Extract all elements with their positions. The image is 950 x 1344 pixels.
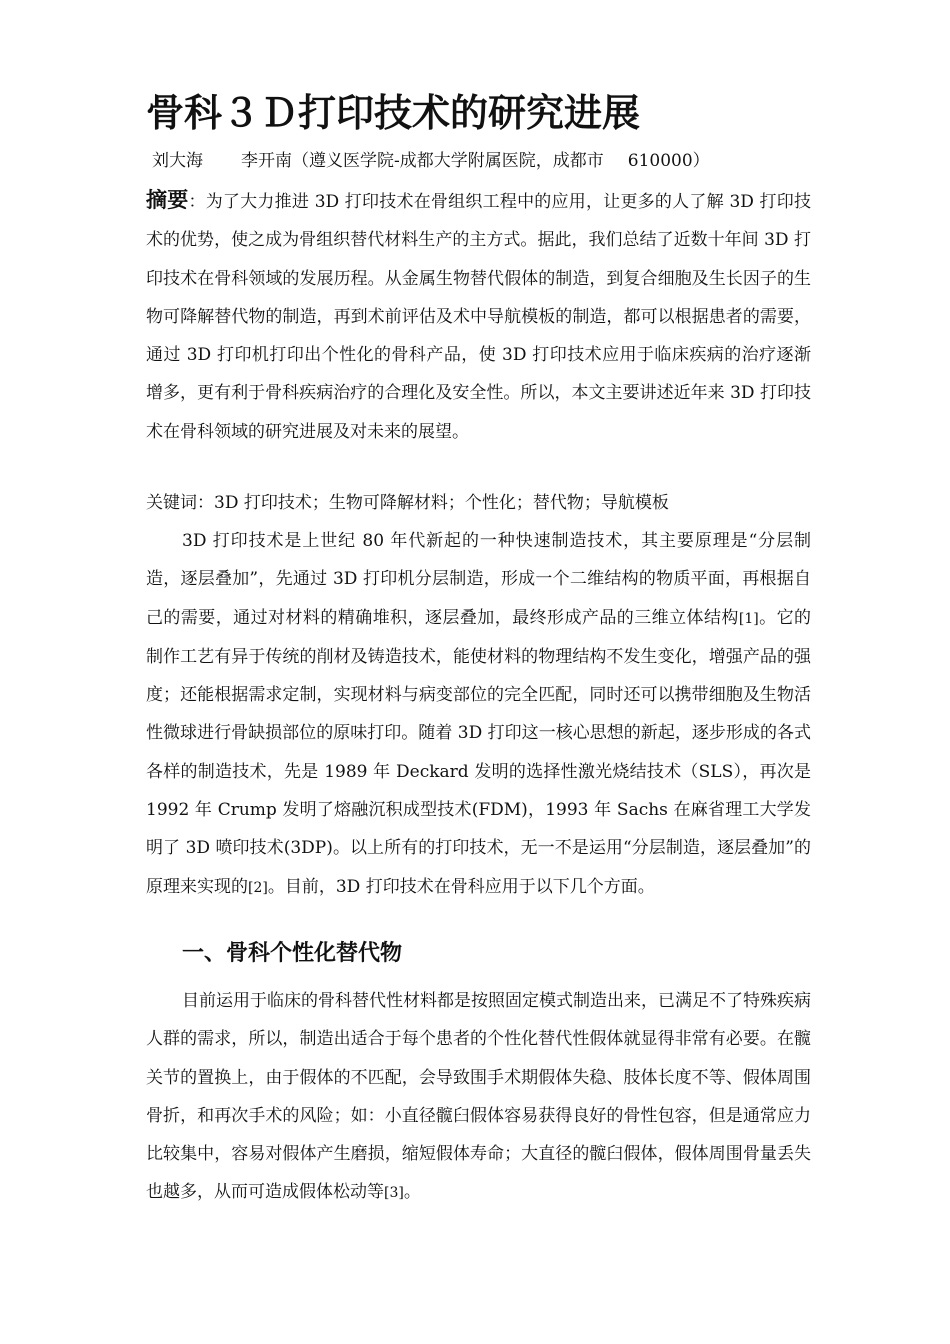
abstract-text: ：为了大力推进 3D 打印技术在骨组织工程中的应用，让更多的人了解 3D 打印技术的优势，使之成为骨组织替代材料生产的主方式。据此，我们总结了近数十年间 3D 打印技术在骨科领域的发展历程。从金属生物替代假体的制造，到复合细胞及生长因子的生物可降解替代物的制造，再到术前评估及术中导航模板的制造，都可以根据患者的需要，通过 3D 打印机打印出个性化的骨科产品，使 3D 打印技术应用于临床疾病的治疗逐渐增多，更有利于骨科疾病治疗的合理化及安全性。所以，本文主要讲述近年来 3D 打印技术在骨科领域的研究进展及对未来的展望。 (146, 192, 811, 442)
paragraph-text: 。 (403, 1182, 421, 1203)
section-paragraph (146, 982, 811, 1213)
abstract-label: 摘要 (146, 187, 189, 212)
citation: [2] (248, 879, 268, 896)
citation: [3] (384, 1185, 404, 1202)
paragraph-text: 。它的制作工艺有异于传统的削材及铸造技术，能使材料的物理结构不发生变化，增强产品的强度；还能根据需求定制，实现材料与病变部位的完全匹配，同时还可以携带细胞及生物活性微球进行骨缺损部位的原味打印。随着 3D 打印这一核心思想的新起，逐步形成的各式各样的制造技术，先是 1989 年 Deckard 发明的选择性激光烧结技术（SLS），再次是 1992 年 Crump 发明了熔融沉积成型技术(FDM)，1993 年 Sachs 在麻省理工大学发明了 3D 喷印技术(3DP)。以上所有的打印技术，无一不是运用“分层制造，逐层叠加”的原理来实现的 (146, 607, 812, 897)
author-line (152, 146, 710, 171)
citation: [1] (738, 610, 759, 627)
paragraph-text: 3D 打印技术是上世纪 80 年代新起的一种快速制造技术，其主要原理是“分层制造，逐层叠加”，先通过 3D 打印机分层制造，形成一个二维结构的物质平面，再根据自己的需要，通过对材料的精确堆积，逐层叠加，最终形成产品的三维立体结构 (146, 531, 811, 628)
paper-title: 骨科３Ｄ打印技术的研究进展 (146, 90, 641, 135)
paragraph-text: 。目前，3D 打印技术在骨科应用于以下几个方面。 (267, 876, 655, 897)
intro-paragraph (146, 522, 811, 907)
postcode: 610000） (627, 151, 710, 171)
author-name: 刘大海 (152, 151, 203, 171)
section-heading: 一、骨科个性化替代物 (182, 940, 403, 966)
author-affiliation: 李开南（遵义医学院-成都大学附属医院，成都市 (241, 151, 604, 171)
keywords: 关键词：3D 打印技术；生物可降解材料；个性化；替代物；导航模板 (146, 493, 669, 513)
paragraph-text: 目前运用于临床的骨科替代性材料都是按照固定模式制造出来，已满足不了特殊疾病人群的需求，所以，制造出适合于每个患者的个性化替代性假体就显得非常有必要。在髋关节的置换上，由于假体的不匹配，会导致围手术期假体失稳、肢体长度不等、假体周围骨折，和再次手术的风险；如：小直径髋臼假体容易获得良好的骨性包容，但是通常应力比较集中，容易对假体产生磨损，缩短假体寿命；大直径的髋臼假体，假体周围骨量丢失也越多，从而可造成假体松动等 (146, 991, 811, 1203)
abstract (146, 181, 811, 451)
